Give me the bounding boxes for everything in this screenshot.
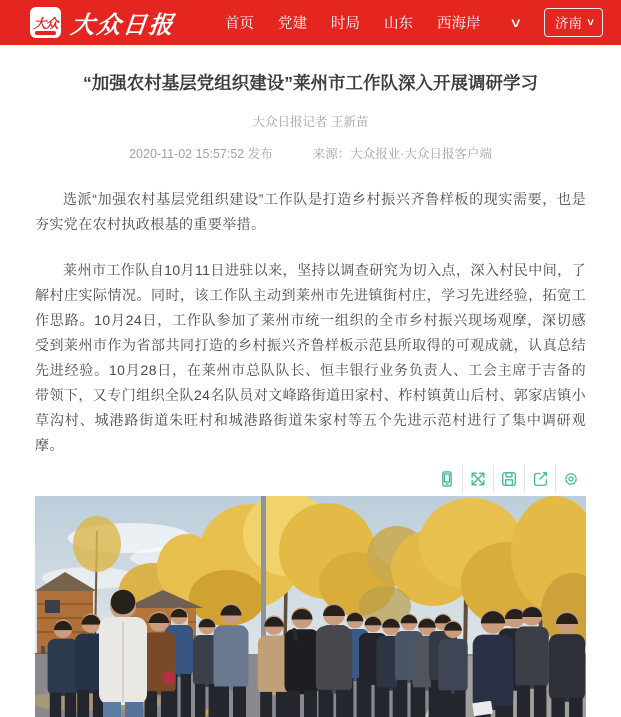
article-paragraph: 选派“加强农村基层党组织建设”工作队是打造乡村振兴齐鲁样板的现实需要，也是夯实党在农村执政根基的重要举措。 [35,191,586,232]
site-header [0,0,621,45]
nav-item-shandong[interactable]: 山东 [384,16,413,32]
logo-wordmark: 大众日报 [69,13,176,39]
nav-item-current-affairs[interactable]: 时局 [331,16,360,32]
save-icon[interactable] [493,465,524,493]
nav-item-party[interactable]: 党建 [278,16,307,32]
nav-item-home[interactable]: 首页 [225,16,254,32]
settings-icon[interactable] [555,465,586,493]
article-toolbar [35,465,586,493]
article-paragraph: 莱州市工作队自10月11日进驻以来，坚持以调查研究为切入点，深入村民中间，了解村庄实际情况。同时，该工作队主动到莱州市先进镇街村庄，学习先进经验，拓宽工作思路。10月24日，工作队参加了莱州市统一组织的全市乡村振兴现场观摩，深切感受到莱州市作为省部共同打造的乡村振兴齐鲁样板示范县所取得的可观成就，认真总结先进经验。10月28日，在莱州市总队队长、恒丰银行业务负责人、工会主席于吉备的带领下，又专门组织全队24名队员对文峰路街道田家村、柞村镇黄山后村、郭家店镇小草沟村、城港路街道朱旺村和城港路街道朱家村等五个先进示范村进行了集中调研观摩。 [35,262,586,453]
main-nav [225,12,481,33]
fullscreen-icon[interactable] [462,465,493,493]
article-source: 来源：大众报业·大众日报客户端 [312,147,492,161]
city-selector-button[interactable] [544,8,603,37]
article-photo-illustration [35,496,586,717]
logo-badge-text: 大众 [33,16,58,31]
article-byline: 大众日报记者 王新苗 [252,115,369,129]
article-photo [35,496,586,717]
page-title: “加强农村基层党组织建设”莱州市工作队深入开展调研学习 [83,73,538,93]
city-selector-label: 济南 [555,16,583,31]
logo-ribbon [35,31,56,35]
nav-item-west-coast[interactable]: 西海岸 [437,16,481,32]
article-main [0,71,621,717]
article-meta [35,144,586,162]
share-icon[interactable] [524,465,555,493]
site-logo[interactable] [30,5,175,40]
chevron-down-icon: ∨ [585,16,596,28]
nav-more-chevron-icon[interactable]: ∨ [508,14,522,30]
mobile-preview-icon[interactable] [431,465,462,493]
logo-badge-icon [30,7,61,38]
publish-time: 2020-11-02 15:57:52 发布 [129,147,273,161]
